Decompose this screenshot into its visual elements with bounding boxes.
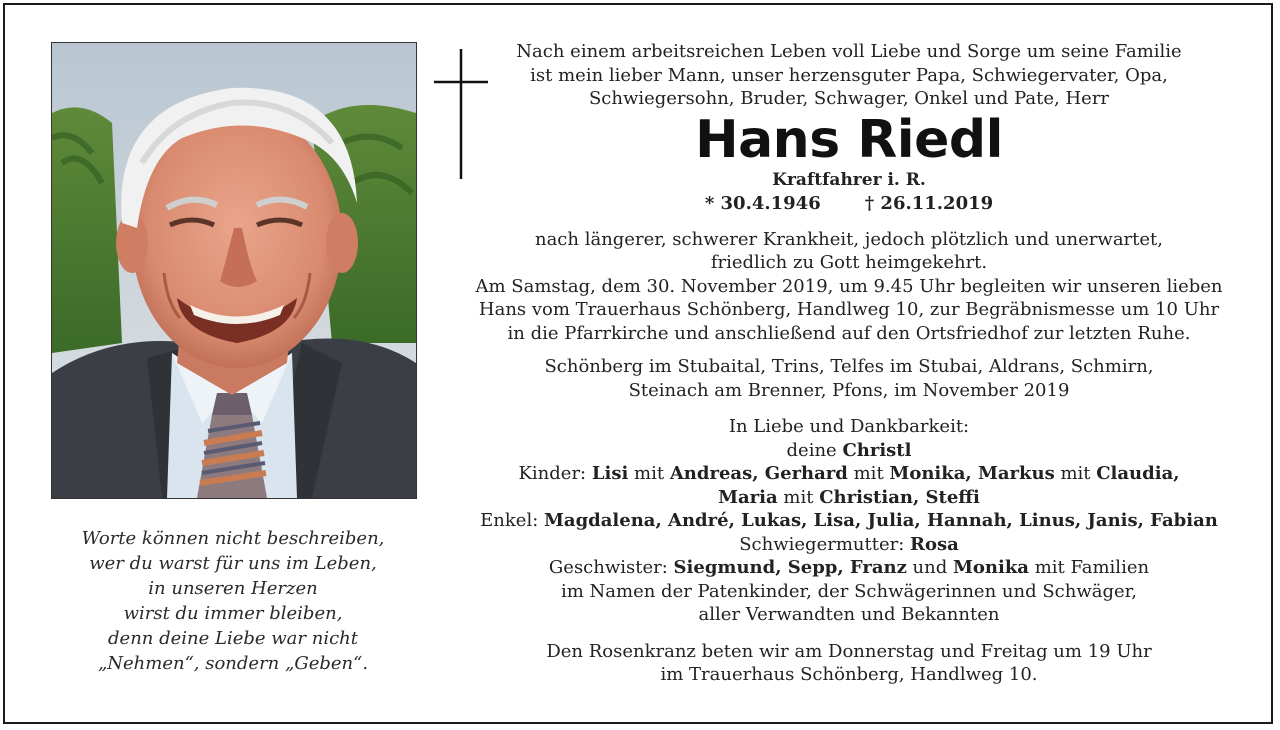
passing-line: nach längerer, schwerer Krankheit, jedoch plötzlich und unerwartet, — [534, 228, 1163, 250]
mother-in-law-line: Schwiegermutter: Rosa — [739, 533, 959, 555]
quote-line: in unseren Herzen — [148, 578, 318, 599]
portrait-illustration — [52, 43, 416, 498]
children-line: Maria mit Christian, Steffi — [718, 486, 980, 508]
service-line: Hans vom Trauerhaus Schönberg, Handlweg 10, zur Begräbnismesse um 10 Uhr — [478, 299, 1220, 320]
obituary-notice — [3, 3, 1273, 724]
closing-line: im Namen der Patenkinder, der Schwägerinnen und Schwäger, — [560, 580, 1137, 602]
rosary-line: Den Rosenkranz beten wir am Donnerstag und Freitag um 19 Uhr — [546, 640, 1152, 662]
grandchildren-line: Enkel: Magdalena, André, Lukas, Lisa, Julia, Hannah, Linus, Janis, Fabian — [480, 510, 1218, 531]
closing-line: aller Verwandten und Bekannten — [698, 604, 1000, 625]
passing-line: friedlich zu Gott heimgekehrt. — [710, 252, 988, 273]
wife-line: deine Christl — [786, 439, 912, 461]
children-line: Kinder: Lisi mit Andreas, Gerhard mit Monika, Markus mit Claudia, — [518, 463, 1180, 484]
memorial-quote — [51, 526, 415, 676]
service-line: in die Pfarrkirche und anschließend auf den Ortsfriedhof zur letzten Ruhe. — [507, 322, 1191, 344]
birth-date: * 30.4.1946 — [704, 192, 821, 214]
death-date: † 26.11.2019 — [864, 192, 994, 214]
places-line: Steinach am Brenner, Pfons, im November 2019 — [628, 379, 1070, 401]
mourners-intro: In Liebe und Dankbarkeit: — [728, 416, 970, 437]
intro-line: ist mein lieber Mann, unser herzensguter Papa, Schwiegervater, Opa, — [530, 64, 1168, 86]
siblings-line: Geschwister: Siegmund, Sepp, Franz und Monika mit Familien — [548, 557, 1150, 578]
quote-line: denn deine Liebe war nicht — [108, 628, 358, 649]
intro-line: Nach einem arbeitsreichen Leben voll Liebe und Sorge um seine Familie — [516, 41, 1182, 62]
quote-line: wer du warst für uns im Leben, — [89, 553, 377, 574]
places-line: Schönberg im Stubaital, Trins, Telfes im Stubai, Aldrans, Schmirn, — [544, 356, 1154, 377]
occupation: Kraftfahrer i. R. — [772, 169, 926, 190]
grandchildren-names: Magdalena, André, Lukas, Lisa, Julia, Hannah, Linus, Janis, Fabian — [544, 510, 1218, 531]
service-line: Am Samstag, dem 30. November 2019, um 9.45 Uhr begleiten wir unseren lieben — [475, 275, 1223, 297]
quote-line: Worte können nicht beschreiben, — [81, 528, 385, 549]
life-dates — [443, 192, 1255, 216]
rosary-line: im Trauerhaus Schönberg, Handlweg 10. — [660, 664, 1038, 685]
quote-line: wirst du immer bleiben, — [123, 603, 343, 624]
deceased-name: Hans Riedl — [695, 109, 1003, 170]
wife-name: Christl — [842, 439, 912, 461]
obituary-text — [443, 40, 1255, 687]
intro-line: Schwiegersohn, Bruder, Schwager, Onkel und Pate, Herr — [588, 88, 1110, 109]
quote-line: „Nehmen“, sondern „Geben“. — [97, 653, 369, 674]
portrait-photo — [51, 42, 417, 499]
